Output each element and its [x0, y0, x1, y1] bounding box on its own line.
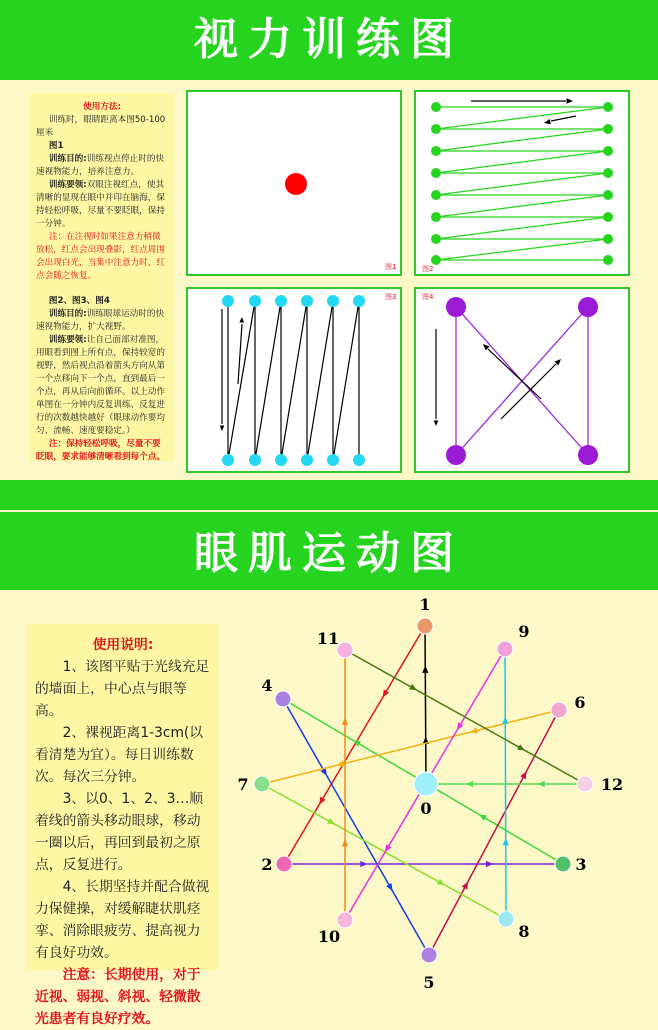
target-dot — [603, 146, 613, 156]
target-dot — [603, 168, 613, 178]
target-dot — [603, 190, 613, 200]
method-label-2: 训练要领: — [48, 335, 87, 345]
purpose2-text: 训练眼球运动时的快速视物能力，扩大视野。 — [36, 309, 165, 332]
method2-text: 让自己面部对准图，用眼看到图上所有点，保持较宽的视野，然后视点沿着箭头方向从第一个点移向下一个点，直到最后一个点，再从后向前循环。以上动作单图在一分钟内反复训练、反复进行的次数越快越好（眼球动作要均匀、流畅、速度要稳定。） — [36, 335, 165, 436]
target-dot — [222, 295, 234, 307]
track-line — [436, 239, 608, 260]
figure-3-canvas — [188, 289, 400, 471]
target-dot — [431, 212, 441, 222]
target-dot — [446, 445, 466, 465]
eye-point-dot — [275, 691, 291, 707]
red-dot — [285, 173, 307, 195]
purpose2-para — [36, 308, 168, 334]
eye-point-dot — [276, 856, 292, 872]
target-dot — [249, 454, 261, 466]
eye-path-line — [345, 650, 585, 784]
eye-path-line — [262, 710, 559, 784]
figure-4-label: 图4 — [422, 293, 434, 301]
eye-point-dot — [421, 947, 437, 963]
usage-panel — [27, 624, 219, 1027]
figure-3 — [186, 287, 402, 473]
fig234-heading: 图2、图3、图4 — [48, 296, 110, 306]
arrow-head-icon — [567, 98, 573, 103]
target-dot — [353, 295, 365, 307]
track-line — [281, 301, 307, 460]
eye-point-label: 1 — [419, 595, 431, 614]
arrow-head-icon — [434, 420, 439, 426]
arrow-head-icon — [537, 781, 544, 787]
eye-point-label: 6 — [574, 693, 586, 712]
track-line — [333, 301, 359, 460]
target-dot — [603, 102, 613, 112]
eye-point-dot — [337, 642, 353, 658]
eye-path-line — [425, 626, 426, 784]
target-dot — [431, 190, 441, 200]
arrow-head-icon — [544, 119, 551, 124]
eye-point-dot — [498, 911, 514, 927]
method1-text: 双眼注视红点，使其清晰的显现在眼中并印在脑海，保持轻松呼吸，尽量不要眨眼，保持一分钟。 — [36, 180, 165, 229]
eye-point-dot — [417, 618, 433, 634]
eye-point-label: 7 — [237, 775, 249, 794]
figure-3-label: 图3 — [385, 293, 397, 301]
figure-2-label: 图2 — [422, 265, 434, 273]
track-line — [436, 151, 608, 173]
direction-arrow — [551, 116, 576, 121]
instructions-heading: 使用方法: — [83, 102, 121, 112]
eye-point-label: 8 — [518, 922, 530, 941]
target-dot — [327, 454, 339, 466]
fig1-heading: 图1 — [48, 141, 64, 151]
eye-point-dot — [577, 776, 593, 792]
target-dot — [446, 297, 466, 317]
figure-2-canvas — [416, 92, 628, 274]
eye-path-line — [284, 626, 425, 864]
eye-point-label: 2 — [261, 855, 273, 874]
usage-item-2: 2、裸视距离1-3cm(以看清楚为宜）。每日训练数次。每次三分钟。 — [35, 725, 204, 785]
track-line — [255, 301, 281, 460]
arrow-head-icon — [342, 718, 348, 725]
eye-point-label: 5 — [423, 973, 435, 992]
purpose1-para — [36, 153, 168, 179]
target-dot — [275, 454, 287, 466]
target-dot — [603, 212, 613, 222]
arrow-head-icon — [502, 717, 508, 724]
eye-point-dot — [497, 641, 513, 657]
figure-4-canvas — [416, 289, 628, 471]
eye-point-dot — [254, 776, 270, 792]
usage-item-3: 3、以0、1、2、3…顺着线的箭头移动眼球，移动一圈以后，再回到最初之原点，反复进行。 — [35, 791, 204, 873]
method2-para — [36, 334, 168, 438]
target-dot — [275, 295, 287, 307]
arrow-head-icon — [503, 838, 509, 845]
eye-point-dot — [551, 702, 567, 718]
eye-point-label: 11 — [316, 629, 340, 648]
arrow-head-icon — [466, 781, 473, 787]
usage-heading: 使用说明: — [92, 637, 154, 653]
instructions-panel — [30, 93, 174, 461]
eye-point-dot — [337, 912, 353, 928]
target-dot — [603, 255, 613, 265]
usage-item-1: 1、该图平贴于光线充足的墙面上，中心点与眼等高。 — [35, 659, 210, 719]
eye-point-label: 3 — [575, 855, 587, 874]
target-dot — [431, 102, 441, 112]
note1-text: 注：在注视时如果注意力稍微放松，红点会出现叠影，红点周围会出现白光，当集中注意力时，红点会随之恢复。 — [36, 232, 165, 281]
eye-point-label: 4 — [261, 676, 273, 695]
target-dot — [431, 168, 441, 178]
method-label-1: 训练要领: — [48, 180, 87, 190]
figure-2 — [414, 90, 630, 276]
arrow-head-icon — [220, 425, 225, 431]
eye-path-line — [283, 699, 432, 955]
arrow-head-icon — [360, 861, 367, 867]
eye-point-dot — [414, 772, 438, 796]
eye-point-label: 10 — [317, 927, 341, 946]
track-line — [436, 195, 608, 217]
purpose-label-1: 训练目的: — [48, 154, 87, 164]
note2-text: 注：保持轻松呼吸，尽量不要眨眼，要求能够清晰看到每个点。 — [36, 439, 165, 462]
usage-item-4: 4、长期坚持并配合做视力保健操，对缓解睫状肌痉挛、消除眼疲劳、提高视力有良好功效。 — [35, 879, 210, 961]
target-dot — [603, 124, 613, 134]
figure-1 — [186, 90, 402, 276]
eye-point-label: 0 — [420, 799, 432, 818]
track-line — [436, 173, 608, 195]
figure-1-canvas — [188, 92, 400, 274]
title-banner-top — [0, 0, 658, 80]
divider-band — [0, 480, 658, 510]
target-dot — [578, 445, 598, 465]
track-line — [436, 129, 608, 151]
eye-point-dot — [555, 856, 571, 872]
page-title: 视力训练图 — [194, 14, 464, 65]
target-dot — [327, 295, 339, 307]
target-dot — [431, 124, 441, 134]
eye-path-line — [429, 710, 559, 955]
eye-path-line — [262, 784, 506, 919]
direction-arrow — [238, 324, 242, 384]
target-dot — [222, 454, 234, 466]
track-line — [436, 107, 608, 129]
target-dot — [249, 295, 261, 307]
target-dot — [431, 234, 441, 244]
distance-text: 训练时，眼睛距离本图50-100厘米 — [36, 115, 166, 138]
target-dot — [301, 295, 313, 307]
direction-arrow — [488, 349, 541, 399]
section-title: 眼肌运动图 — [194, 528, 464, 579]
purpose1-text: 训练视点停止时的快速视物能力，培养注意力。 — [36, 154, 165, 177]
target-dot — [301, 454, 313, 466]
target-dot — [578, 297, 598, 317]
arrow-head-icon — [342, 839, 348, 846]
eye-point-label: 12 — [600, 775, 624, 794]
target-dot — [603, 234, 613, 244]
figure-1-label: 图1 — [385, 263, 397, 271]
method1-para — [36, 179, 168, 231]
eye-point-label: 9 — [518, 622, 530, 641]
eye-muscle-diagram — [232, 592, 642, 992]
target-dot — [353, 454, 365, 466]
arrow-head-icon — [486, 861, 493, 867]
figure-4 — [414, 287, 630, 473]
usage-note: 注意：长期使用，对于近视、弱视、斜视、轻微散光患者有良好疗效。 — [35, 967, 201, 1027]
track-line — [436, 217, 608, 239]
purpose-label-2: 训练目的: — [48, 309, 87, 319]
target-dot — [431, 146, 441, 156]
title-banner-bottom — [0, 512, 658, 590]
arrow-head-icon — [239, 317, 244, 323]
track-line — [307, 301, 333, 460]
arrow-head-icon — [422, 666, 428, 673]
